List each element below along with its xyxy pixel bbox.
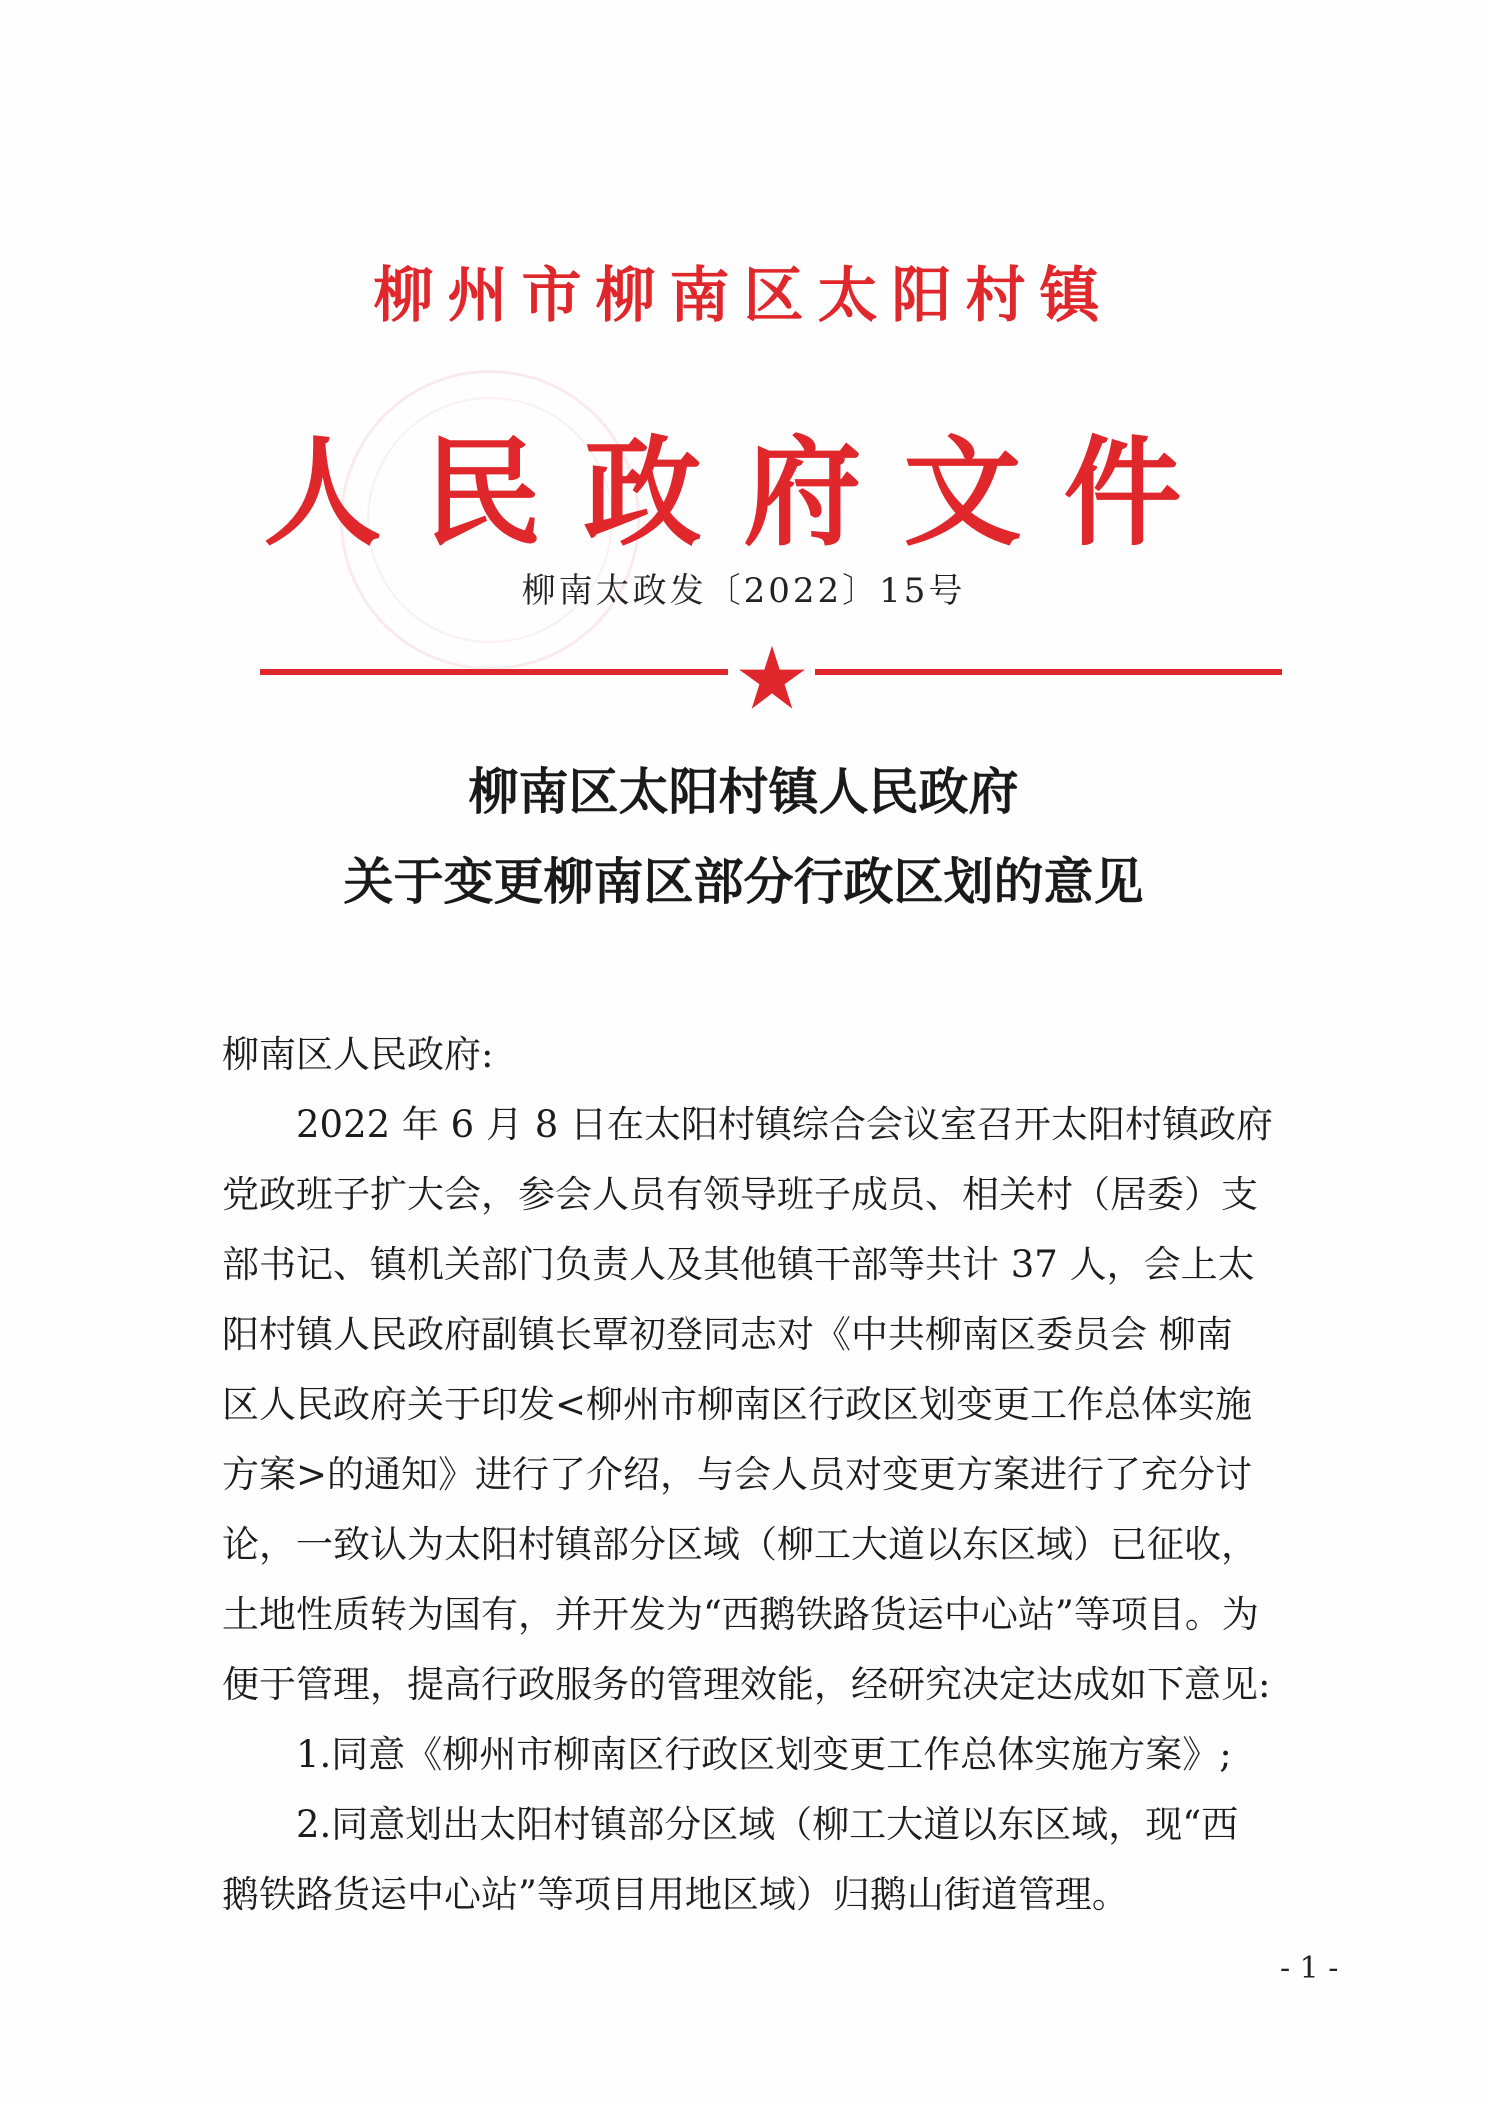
document-number: 柳南太政发〔2022〕15号 [521, 571, 966, 611]
paragraph-line: 阳村镇人民政府副镇长覃初登同志对《中共柳南区委员会 柳南 [222, 1313, 1233, 1356]
item-line: 2.同意划出太阳村镇部分区域（柳工大道以东区域，现“西 [296, 1803, 1239, 1846]
paragraph-line: 土地性质转为国有，并开发为“西鹅铁路货运中心站”等项目。为 [222, 1593, 1259, 1636]
paragraph-line: 党政班子扩大会，参会人员有领导班子成员、相关村（居委）支 [222, 1173, 1258, 1216]
opinion-item-1 [222, 1720, 1322, 1790]
body-paragraph [222, 1090, 1322, 1720]
item-line: 鹅铁路货运中心站”等项目用地区域）归鹅山街道管理。 [222, 1873, 1129, 1916]
salutation: 柳南区人民政府: [222, 1033, 494, 1076]
red-divider-left [260, 669, 728, 675]
paragraph-line: 部书记、镇机关部门负责人及其他镇干部等共计 37 人，会上太 [222, 1243, 1255, 1286]
paragraph-line: 便于管理，提高行政服务的管理效能，经研究决定达成如下意见: [222, 1663, 1271, 1706]
document-title-line-2: 关于变更柳南区部分行政区划的意见 [343, 852, 1144, 911]
page-number: - 1 - [1280, 1951, 1339, 1986]
paragraph-line: 方案>的通知》进行了介绍，与会人员对变更方案进行了充分讨 [222, 1453, 1253, 1496]
red-divider-right [815, 669, 1282, 675]
item-line: 1.同意《柳州市柳南区行政区划变更工作总体实施方案》; [296, 1733, 1232, 1776]
red-star-icon [737, 643, 807, 713]
paragraph-line: 论，一致认为太阳村镇部分区域（柳工大道以东区域）已征收， [222, 1523, 1258, 1566]
paragraph-line: 区人民政府关于印发<柳州市柳南区行政区划变更工作总体实施 [222, 1383, 1253, 1426]
document-type-header: 人民政府文件 [263, 423, 1224, 562]
paragraph-line: 2022 年 6 月 8 日在太阳村镇综合会议室召开太阳村镇政府 [296, 1103, 1274, 1146]
issuer-header: 柳州市柳南区太阳村镇 [373, 261, 1114, 331]
document-title-line-1: 柳南区太阳村镇人民政府 [468, 762, 1019, 821]
opinion-item-2 [222, 1790, 1322, 1930]
